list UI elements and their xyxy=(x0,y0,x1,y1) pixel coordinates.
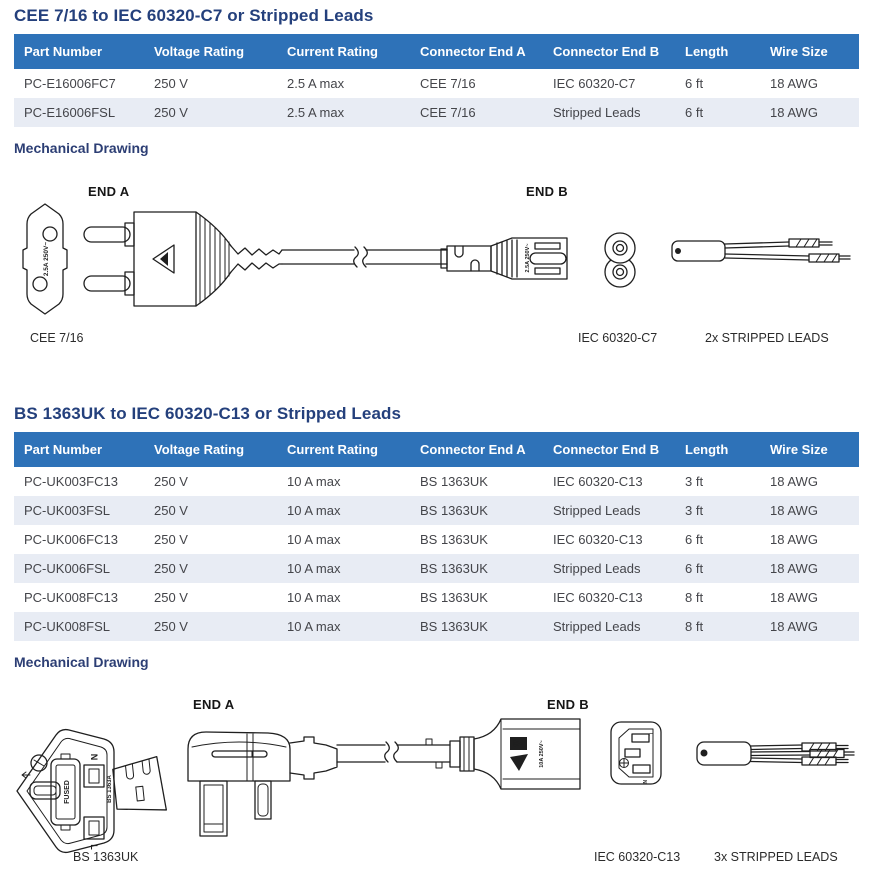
table-cell: 18 AWG xyxy=(760,554,859,583)
column-header: Wire Size xyxy=(760,432,859,467)
column-header: Voltage Rating xyxy=(144,432,277,467)
table-cell: 10 A max xyxy=(287,590,341,605)
cee716-to-c7-line-drawing xyxy=(14,184,859,354)
table-row xyxy=(14,467,859,496)
table-cell: 3 ft xyxy=(685,474,704,489)
table-cell: BS 1363UK xyxy=(410,496,543,525)
stripped-leads-caption: 2x STRIPPED LEADS xyxy=(705,331,829,345)
table-row xyxy=(14,612,859,641)
fuse-marking: FUSED xyxy=(64,780,71,804)
table-cell: 250 V xyxy=(144,98,277,127)
bs1363-to-c13-line-drawing xyxy=(14,687,859,872)
table-cell: 10 A max xyxy=(277,612,410,641)
table-cell: 18 AWG xyxy=(760,612,859,641)
table-cell: Stripped Leads xyxy=(543,98,675,127)
iec-c7-side-drawing xyxy=(441,238,567,279)
cee716-face-drawing xyxy=(23,204,67,314)
table-cell: 250 V xyxy=(144,554,277,583)
column-header: Length xyxy=(675,432,760,467)
column-header: Wire Size xyxy=(760,34,859,69)
table-cell: PC-UK003FSL xyxy=(14,496,144,525)
section-cee716 xyxy=(14,6,859,354)
table-cell: 18 AWG xyxy=(770,474,818,489)
column-header: Connector End A xyxy=(410,34,543,69)
table-cell: 6 ft xyxy=(675,98,760,127)
spec-table xyxy=(14,432,859,641)
mechanical-drawing-cee716-c7 xyxy=(14,184,859,354)
bs1363-cable-grip-drawing xyxy=(112,756,166,815)
section-title: BS 1363UK to IEC 60320-C13 or Stripped Leads xyxy=(14,404,402,423)
column-header: Voltage Rating xyxy=(144,34,277,69)
table-cell: PC-UK008FSL xyxy=(14,612,144,641)
cable-drawing xyxy=(282,247,447,267)
column-header: Current Rating xyxy=(277,34,410,69)
table-cell: Stripped Leads xyxy=(543,554,675,583)
table-cell: 10 A max xyxy=(277,554,410,583)
table-cell: BS 1363UK xyxy=(420,532,488,547)
neutral-marking: N xyxy=(89,753,99,761)
table-cell: PC-E16006FC7 xyxy=(24,76,116,91)
table-cell: 250 V xyxy=(154,590,188,605)
end-a-label: END A xyxy=(88,184,130,199)
table-header-row xyxy=(14,432,859,467)
table-cell: 6 ft xyxy=(675,554,760,583)
column-header: Connector End B xyxy=(543,432,675,467)
column-header: Part Number xyxy=(14,34,144,69)
table-header-row xyxy=(14,34,859,69)
table-row xyxy=(14,98,859,127)
table-cell: BS 1363UK xyxy=(410,612,543,641)
table-row xyxy=(14,525,859,554)
mechanical-drawing-heading: Mechanical Drawing xyxy=(14,140,149,156)
table-cell: 8 ft xyxy=(685,590,704,605)
mechanical-drawing-heading: Mechanical Drawing xyxy=(14,654,149,670)
table-cell: CEE 7/16 xyxy=(420,76,476,91)
live-marking: L xyxy=(89,844,99,850)
table-cell: 18 AWG xyxy=(760,98,859,127)
table-row xyxy=(14,69,859,98)
table-cell: IEC 60320-C13 xyxy=(553,532,643,547)
table-cell: 6 ft xyxy=(685,532,704,547)
table-cell: 250 V xyxy=(144,496,277,525)
table-cell: 18 AWG xyxy=(770,532,818,547)
bs1363-plug-side-drawing xyxy=(188,732,450,836)
iec-c7-face-drawing xyxy=(605,233,635,287)
table-cell: BS 1363UK xyxy=(420,590,488,605)
table-cell: BS 1363UK xyxy=(410,554,543,583)
table-cell: IEC 60320-C13 xyxy=(553,590,643,605)
mechanical-drawing-bs1363-c13 xyxy=(14,687,859,872)
table-row xyxy=(14,496,859,525)
table-cell: 3 ft xyxy=(675,496,760,525)
table-cell: 10 A max xyxy=(287,474,341,489)
table-cell: 250 V xyxy=(154,76,188,91)
table-cell: 250 V xyxy=(154,474,188,489)
table-cell: 250 V xyxy=(154,532,188,547)
connector-a-caption: BS 1363UK xyxy=(73,850,139,864)
connector-b-caption: IEC 60320-C7 xyxy=(578,331,658,345)
connector-b-caption: IEC 60320-C13 xyxy=(594,850,681,864)
table-cell: Stripped Leads xyxy=(543,612,675,641)
table-cell: BS 1363UK xyxy=(420,474,488,489)
table-row xyxy=(14,583,859,612)
connector-rating-marking: 2.5A 250V~ xyxy=(525,243,531,273)
column-header: Current Rating xyxy=(277,432,410,467)
end-b-label: END B xyxy=(547,697,589,712)
table-cell: 8 ft xyxy=(675,612,760,641)
connector-a-caption: CEE 7/16 xyxy=(30,331,84,345)
table-cell: PC-UK008FC13 xyxy=(24,590,118,605)
table-cell: 18 AWG xyxy=(760,496,859,525)
table-cell: 18 AWG xyxy=(770,76,818,91)
standard-marking: BS 1363A xyxy=(107,775,113,803)
table-row xyxy=(14,554,859,583)
table-cell: PC-UK006FSL xyxy=(14,554,144,583)
table-cell: PC-E16006FSL xyxy=(14,98,144,127)
connector-rating-marking: 10A 250V~ xyxy=(539,740,545,768)
column-header: Length xyxy=(675,34,760,69)
table-cell: 250 V xyxy=(144,612,277,641)
stripped-leads-drawing xyxy=(672,239,850,262)
bs1363-face-drawing xyxy=(17,730,166,853)
section-title: CEE 7/16 to IEC 60320-C7 or Stripped Leads xyxy=(14,6,374,25)
table-cell: 18 AWG xyxy=(770,590,818,605)
cee716-plug-side-drawing xyxy=(84,212,282,306)
table-cell: CEE 7/16 xyxy=(410,98,543,127)
table-cell: 2.5 A max xyxy=(287,76,345,91)
table-cell: PC-UK003FC13 xyxy=(24,474,118,489)
end-a-label: END A xyxy=(193,697,235,712)
table-cell: PC-UK006FC13 xyxy=(24,532,118,547)
spec-table xyxy=(14,34,859,127)
column-header: Connector End A xyxy=(410,432,543,467)
iec-c13-side-drawing xyxy=(426,719,580,789)
table-cell: IEC 60320-C7 xyxy=(553,76,636,91)
stripped-leads-caption: 3x STRIPPED LEADS xyxy=(714,850,838,864)
plug-rating-marking: 2.5A 250V~ xyxy=(43,241,50,277)
table-cell: 6 ft xyxy=(685,76,704,91)
table-cell: 10 A max xyxy=(277,496,410,525)
column-header: Connector End B xyxy=(543,34,675,69)
section-bs1363 xyxy=(14,404,859,872)
stripped-leads-drawing xyxy=(697,742,854,765)
table-cell: IEC 60320-C13 xyxy=(553,474,643,489)
table-cell: 2.5 A max xyxy=(277,98,410,127)
table-cell: Stripped Leads xyxy=(543,496,675,525)
table-cell: 10 A max xyxy=(287,532,341,547)
column-header: Part Number xyxy=(14,432,144,467)
end-b-label: END B xyxy=(526,184,568,199)
socket-live-marking: L xyxy=(647,733,653,737)
socket-neutral-marking: N xyxy=(641,780,647,784)
iec-c13-face-drawing xyxy=(611,722,661,784)
